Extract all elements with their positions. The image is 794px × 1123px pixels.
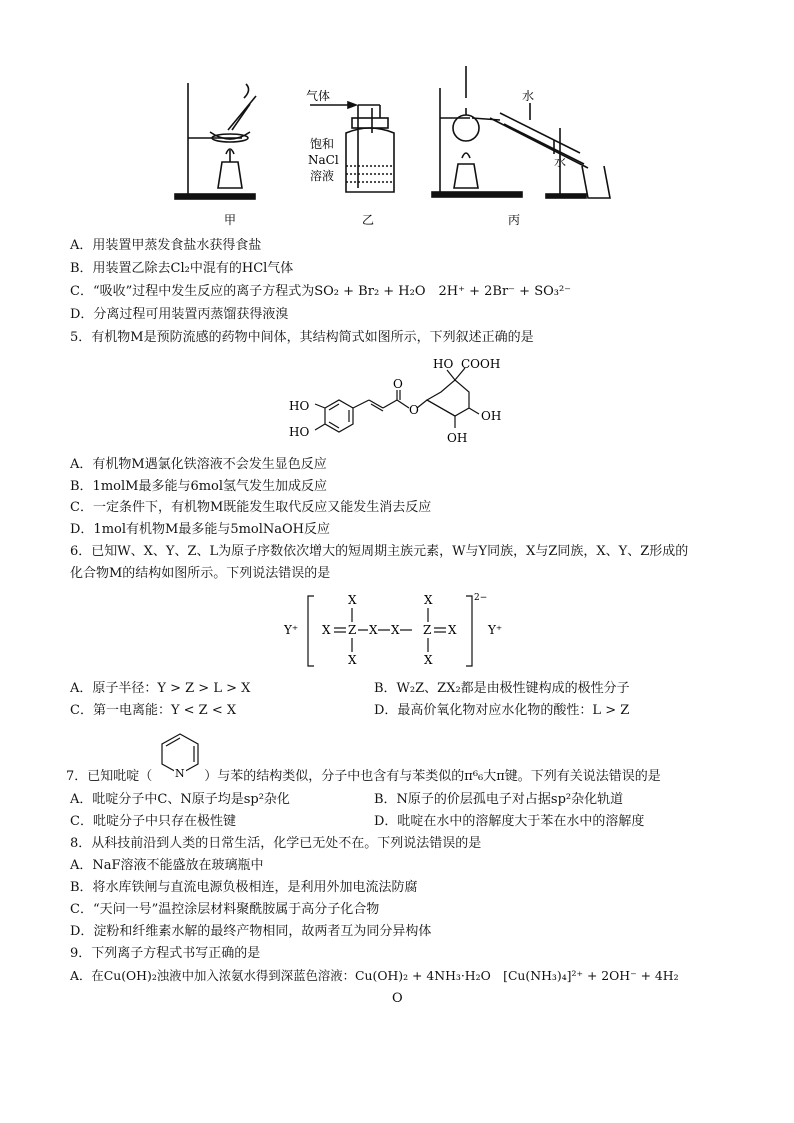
- q7-stem-post: ）与苯的结构类似，分子中也含有与苯类似的π⁶₆大π键。下列有关说法错误的是: [204, 769, 661, 784]
- q7-option-c: C．吡啶分子中只存在极性键: [70, 814, 236, 829]
- q6-option-b: B．W₂Z、ZX₂都是由极性键构成的极性分子: [374, 681, 630, 696]
- apparatus-bing: [432, 66, 610, 198]
- q5-stem: 5．有机物M是预防流感的药物中间体，其结构简式如图所示，下列叙述正确的是: [70, 330, 534, 345]
- water-in-label: 水: [522, 89, 535, 103]
- q6-stem-line1: 6．已知W、X、Y、Z、L为原子序数依次增大的短周期主族元素，W与Y同族，X与Z同族，X、Y、Z形成的: [70, 544, 689, 559]
- q5-option-d: D．1mol有机物M最多能与5molNaOH反应: [70, 522, 331, 537]
- q7-stem-pre: 7．已知吡啶（: [66, 769, 153, 784]
- q5-option-a: A．有机物M遇氯化铁溶液不会发生显色反应: [70, 457, 327, 472]
- q6-option-c: C．第一电离能：Y < Z < X: [70, 703, 237, 718]
- q6-stem-line2: 化合物M的结构如图所示。下列说法错误的是: [70, 566, 331, 581]
- pyridine-n-atom: N: [175, 767, 185, 780]
- q8-stem: 8．从科技前沿到人类的日常生活，化学已无处不在。下列说法错误的是: [70, 836, 482, 851]
- q7-stem: [66, 768, 661, 786]
- q8-option-a: A．NaF溶液不能盛放在玻璃瓶中: [70, 858, 264, 873]
- q4-option-a: A．用装置甲蒸发食盐水获得食盐: [70, 238, 262, 253]
- q9-option-a-continued: O: [392, 991, 403, 1006]
- mol-ho-left2: HO: [289, 425, 310, 439]
- atom-x-5: X: [391, 623, 400, 637]
- molecule-m-figure: [285, 352, 515, 452]
- atom-x-1: X: [348, 593, 357, 607]
- mol-oh-right: OH: [481, 409, 502, 423]
- q6-option-d: D．最高价氧化物对应水化物的酸性：L > Z: [374, 703, 630, 718]
- q9-option-a: A．在Cu(OH)₂浊液中加入浓氨水得到深蓝色溶液：Cu(OH)₂ + 4NH₃·H₂O [Cu(NH₃)₄]²⁺ + 2OH⁻ + 4H₂: [70, 968, 679, 983]
- q9-stem: 9．下列离子方程式书写正确的是: [70, 946, 261, 961]
- mol-cooh: COOH: [461, 357, 501, 371]
- anion-charge: 2−: [474, 593, 488, 603]
- mol-oh-bottom: OH: [447, 431, 468, 445]
- q8-option-c: C．“天问一号”温控涂层材料聚酰胺属于高分子化合物: [70, 902, 380, 917]
- q5-option-c: C．一定条件下，有机物M既能发生取代反应又能发生消去反应: [70, 500, 432, 515]
- q4-option-b: B．用装置乙除去Cl₂中混有的HCl气体: [70, 261, 294, 276]
- atom-x-6: X: [448, 623, 457, 637]
- atom-x-3: X: [322, 623, 331, 637]
- q5-option-b: B．1molM最多能与6mol氢气发生加成反应: [70, 479, 328, 494]
- compound-m-drawing: [280, 590, 520, 672]
- atom-x-8: X: [424, 653, 433, 667]
- atom-z-2: Z: [423, 623, 432, 637]
- q6-option-a: A．原子半径：Y > Z > L > X: [70, 681, 251, 696]
- gas-label: 气体: [306, 89, 331, 103]
- mol-ho-left1: HO: [289, 399, 310, 413]
- label-bing: 丙: [508, 213, 521, 227]
- q7-option-d: D．吡啶在水中的溶解度大于苯在水中的溶解度: [374, 814, 645, 829]
- molecule-m-drawing: [285, 352, 515, 452]
- q7-option-a: A．吡啶分子中C、N原子均是sp²杂化: [70, 792, 290, 807]
- cation-right: Y⁺: [488, 623, 503, 637]
- q8-option-d: D．淀粉和纤维素水解的最终产物相同，故两者互为同分异构体: [70, 924, 432, 939]
- mol-ho-top: HO: [433, 357, 454, 371]
- atom-x-7: X: [348, 653, 357, 667]
- mol-o-carbonyl: O: [393, 377, 403, 391]
- bottle-label-2: NaCl: [308, 153, 339, 167]
- mol-o-ester: O: [409, 403, 419, 417]
- label-yi: 乙: [362, 213, 375, 227]
- compound-m-structure: [280, 590, 520, 672]
- apparatus-figure: [170, 58, 620, 230]
- q7-option-b: B．N原子的价层孤电子对占据sp²杂化轨道: [374, 792, 624, 807]
- apparatus-jia: [175, 83, 256, 199]
- apparatus-drawing: [170, 58, 620, 230]
- atom-x-2: X: [424, 593, 433, 607]
- q4-option-c: C．“吸收”过程中发生反应的离子方程式为SO₂ + Br₂ + H₂O 2H⁺ + 2Br⁻ + SO₃²⁻: [70, 284, 572, 299]
- q8-option-b: B．将水库铁闸与直流电源负极相连，是利用外加电流法防腐: [70, 880, 418, 895]
- bottle-label-1: 饱和: [310, 137, 335, 151]
- water-out-label: 水: [554, 155, 567, 169]
- bottle-label-3: 溶液: [310, 169, 335, 183]
- label-jia: 甲: [224, 213, 237, 227]
- cation-left: Y⁺: [284, 623, 299, 637]
- q4-option-d: D．分离过程可用装置丙蒸馏获得液溴: [70, 307, 289, 322]
- atom-x-4: X: [369, 623, 378, 637]
- atom-z-1: Z: [348, 623, 357, 637]
